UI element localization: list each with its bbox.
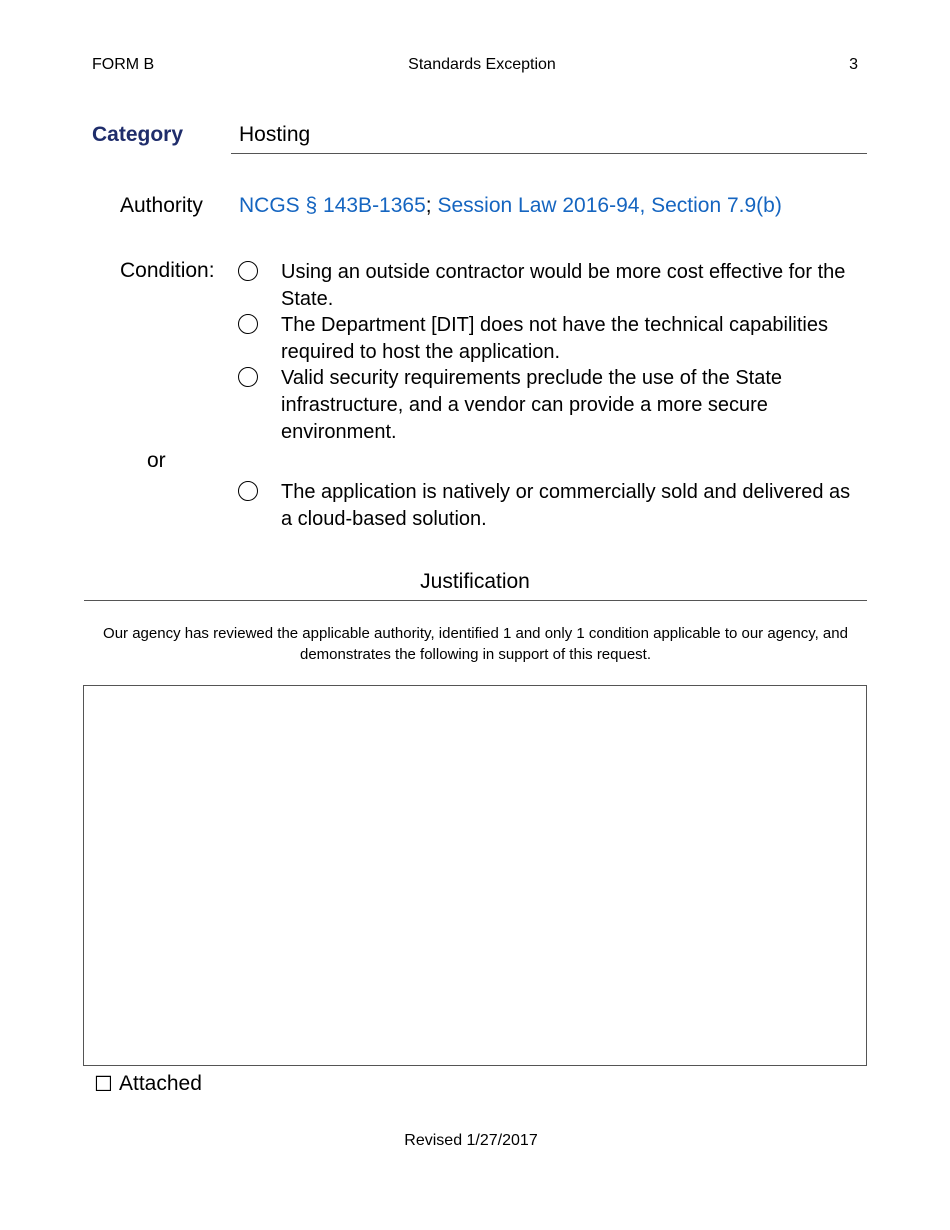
category-value: Hosting (239, 123, 311, 146)
radio-button[interactable] (238, 367, 258, 387)
condition-label: Condition: (120, 259, 215, 282)
radio-button[interactable] (238, 261, 258, 281)
condition-option-text: The application is natively or commercially sold and delivered as a cloud-based solution. (281, 481, 851, 530)
session-law-link[interactable]: Session Law 2016-94, Section 7.9(b) (437, 194, 782, 217)
justification-note: Our agency has reviewed the applicable authority, identified 1 and only 1 condition applicable to our agency, and demonstrates the following in support of this request. (103, 625, 848, 663)
justification-title: Justification (420, 570, 530, 593)
revised-date: Revised 1/27/2017 (404, 1132, 538, 1149)
condition-option-text: Using an outside contractor would be more cost effective for the State. (281, 261, 846, 310)
ncgs-link[interactable]: NCGS § 143B-1365 (239, 194, 426, 217)
radio-button[interactable] (238, 481, 258, 501)
authority-separator: ; (425, 194, 432, 217)
radio-button[interactable] (238, 314, 258, 334)
form-title: Standards Exception (408, 56, 556, 73)
or-label: or (147, 449, 166, 472)
attached-checkbox[interactable]: ☐ (94, 1073, 113, 1096)
attached-label: Attached (119, 1072, 202, 1095)
form-id: FORM B (92, 56, 155, 73)
category-underline (231, 153, 867, 154)
authority-label: Authority (120, 194, 203, 217)
justification-underline (84, 600, 867, 601)
condition-option-text: The Department [DIT] does not have the technical capabilities required to host the application. (281, 314, 828, 363)
condition-option-text: Valid security requirements preclude the use of the State infrastructure, and a vendor can provide a more secure environment. (281, 367, 783, 443)
page-number: 3 (849, 56, 858, 73)
authority-links (239, 194, 782, 218)
justification-text-box[interactable] (83, 685, 867, 1066)
category-label: Category (92, 123, 184, 146)
